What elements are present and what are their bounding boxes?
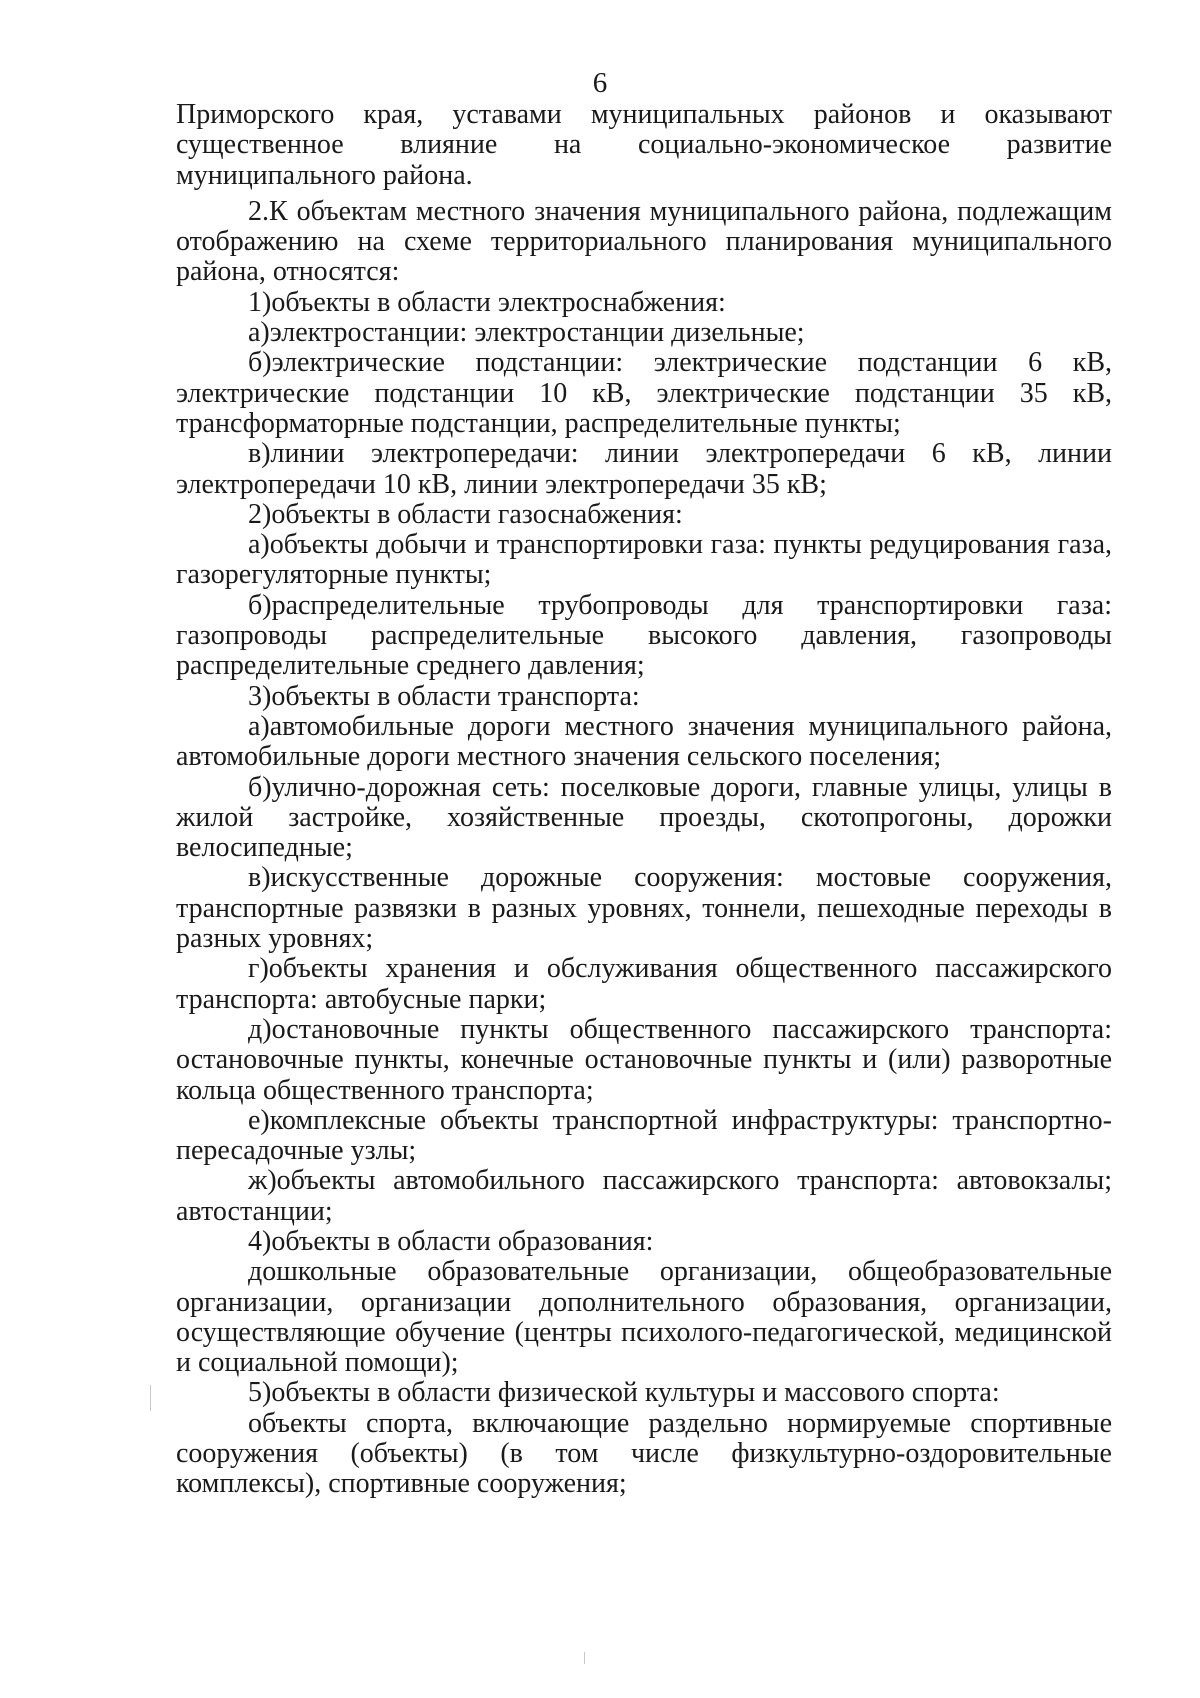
page-number: 6	[592, 67, 608, 99]
paragraph: а)объекты добычи и транспортировки газа: пункты редуцирования газа, газорегуляторные пункты;	[176, 529, 1112, 591]
paragraph: б)улично-дорожная сеть: поселковые дороги, главные улицы, улицы в жилой застройке, хозяйственные проезды, скотопрогоны, дорожки велосипедные;	[176, 771, 1112, 864]
paragraph: д)остановочные пункты общественного пассажирского транспорта: остановочные пункты, конечные остановочные пункты и (или) разворотные кольца общественного транспорта;	[176, 1013, 1112, 1106]
paragraph: г)объекты хранения и обслуживания общественного пассажирского транспорта: автобусные парки;	[176, 953, 1112, 1015]
paragraph: Приморского края, уставами муниципальных районов и оказывают существенное влияние на социально-экономическое развитие муниципального района.	[176, 99, 1112, 191]
paragraph: 2.К объектам местного значения муниципального района, подлежащим отображению на схеме территориального планирования муниципального района, относятся:	[176, 195, 1112, 288]
paragraph: а)электростанции: электростанции дизельные;	[248, 317, 805, 349]
paragraph: б)распределительные трубопроводы для транспортировки газа: газопроводы распределительные высокого давления, газопроводы распределительные среднего давления;	[176, 589, 1112, 682]
scan-artifact	[150, 1385, 151, 1411]
paragraph: ж)объекты автомобильного пассажирского транспорта: автовокзалы; автостанции;	[176, 1165, 1112, 1227]
scan-artifact	[584, 1652, 585, 1664]
paragraph: 4)объекты в области образования:	[248, 1225, 654, 1257]
paragraph: дошкольные образовательные организации, общеобразовательные организации, организации дополнительного образования, организации, осуществляющие обучение (центры психолого-педагогической, медицинской и социальной помощи);	[176, 1256, 1112, 1379]
paragraph: а)автомобильные дороги местного значения муниципального района, автомобильные дороги местного значения сельского поселения;	[176, 710, 1112, 773]
paragraph: в)искусственные дорожные сооружения: мостовые сооружения, транспортные развязки в разных уровнях, тоннели, пешеходные переходы в разных уровнях;	[176, 862, 1112, 955]
document-body	[176, 100, 1112, 1500]
paragraph: б)электрические подстанции: электрические подстанции 6 кВ, электрические подстанции 10 кВ, электрические подстанции 35 кВ, трансформаторные подстанции, распределительные пункты;	[176, 347, 1112, 439]
paragraph: 1)объекты в области электроснабжения:	[248, 286, 726, 318]
paragraph: е)комплексные объекты транспортной инфраструктуры: транспортно-пересадочные узлы;	[176, 1104, 1112, 1167]
paragraph: 3)объекты в области транспорта:	[248, 680, 640, 712]
paragraph: в)линии электропередачи: линии электропередачи 6 кВ, линии электропередачи 10 кВ, линии электропередачи 35 кВ;	[176, 438, 1112, 500]
paragraph: объекты спорта, включающие раздельно нормируемые спортивные сооружения (объекты) (в том числе физкультурно-оздоровительные комплексы), спортивные сооружения;	[176, 1407, 1112, 1500]
paragraph: 5)объекты в области физической культуры и массового спорта:	[248, 1377, 1000, 1409]
paragraph: 2)объекты в области газоснабжения:	[248, 498, 683, 530]
